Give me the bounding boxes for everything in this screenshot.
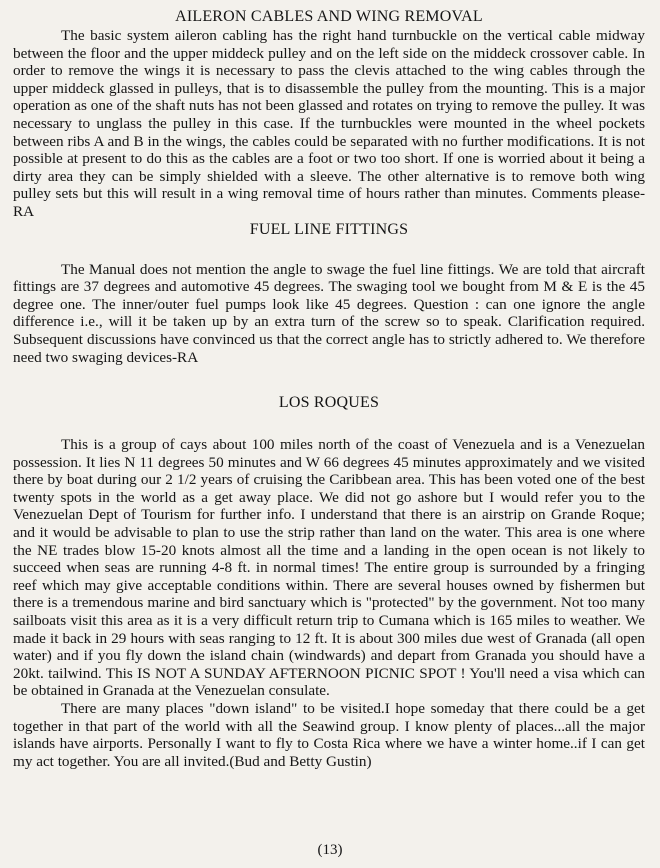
paragraph-fuel: The Manual does not mention the angle to swage the fuel line fittings. We are told that aircraft fittings are 37 degrees and automotive 45 degrees. The swaging tool we bought from M & E is the 45 degree one. The inner/outer fuel pumps look like 45 degrees. Question : can one ignore the angle difference i.e., will it be taken up by an extra turn of the screw so to speak. Clarification required. Subsequent discussions have convinced us that the correct angle has to strictly adhered to. We therefore need two swaging devices-RA bbox=[13, 260, 645, 366]
paragraph-aileron: The basic system aileron cabling has the right hand turnbuckle on the vertical cable midway between the floor and the upper middeck pulley and on the left side on the middeck crossover cable. In order to remove the wings it is necessary to pass the clevis attached to the wing cables through the upper middeck glassed in pulleys, that is to disassemble the pulley from the mounting. This is a major operation as one of the shaft nuts has not been glassed and rotates on trying to remove the pulley. It was necessary to unglass the pulley in this case. If the turnbuckles were mounted in the wheel pockets between ribs A and B in the wings, the cables could be separated with no further modifications. It is not possible at present to do this as the cables are a foot or two too short. If one is worried about it being a dirty area they can be simply shielded with a sleeve. The other alternative is to remove both wing pulley sets but this will result in a wing removal time of hours rather than minutes. Comments please-RA bbox=[13, 27, 645, 220]
section-title-aileron: AILERON CABLES AND WING REMOVAL bbox=[175, 8, 483, 25]
paragraph-los-roques-2: There are many places "down island" to be visited.I hope someday that there could be a get together in that part of the world with all the Seawind group. I know plenty of places...all the major islands have airports. Personally I want to fly to Costa Rica where we have a winter home..if I can get my act together. You are all invited.(Bud and Betty Gustin) bbox=[13, 700, 645, 770]
page-number: (13) bbox=[317, 842, 343, 858]
paragraph-los-roques-1: This is a group of cays about 100 miles north of the coast of Venezuela and is a Venezuelan possession. It lies N 11 degrees 50 minutes and W 66 degrees 45 minutes approximately and we visited there by boat during our 2 1/2 years of cruising the Caribbean area. This has been voted one of the best twenty spots in the world as a get away place. We did not go ashore but I would refer you to the Venezuelan Dept of Tourism for further info. I understand that there is an airstrip on Grande Roque; and it would be advisable to plan to use the strip rather than land on the water. This area is one where the NE trades blow 15-20 knots almost all the time and a landing in the open ocean is not likely to succeed when seas are running 4-8 ft. in normal times! The entire group is surrounded by a fringing reef which may give acceptable conditions within. There are several houses owned by fishermen but there is a tremendous marine and bird sanctuary which is "protected" by the government. Not too many sailboats visit this area as it is a very difficult return trip to Cumana which is 165 miles to weather. We made it back in 29 hours with seas ranging to 12 ft. It is about 300 miles due west of Granada (all open water) and if you fly down the island chain (windwards) and depart from Granada you should have a 20kt. tailwind. This IS NOT A SUNDAY AFTERNOON PICNIC SPOT ! You'll need a visa which can be obtained in Granada at the Venezuelan consulate. bbox=[13, 436, 645, 700]
section-title-fuel: FUEL LINE FITTINGS bbox=[249, 220, 409, 238]
section-title-los-roques: LOS ROQUES bbox=[278, 394, 380, 412]
